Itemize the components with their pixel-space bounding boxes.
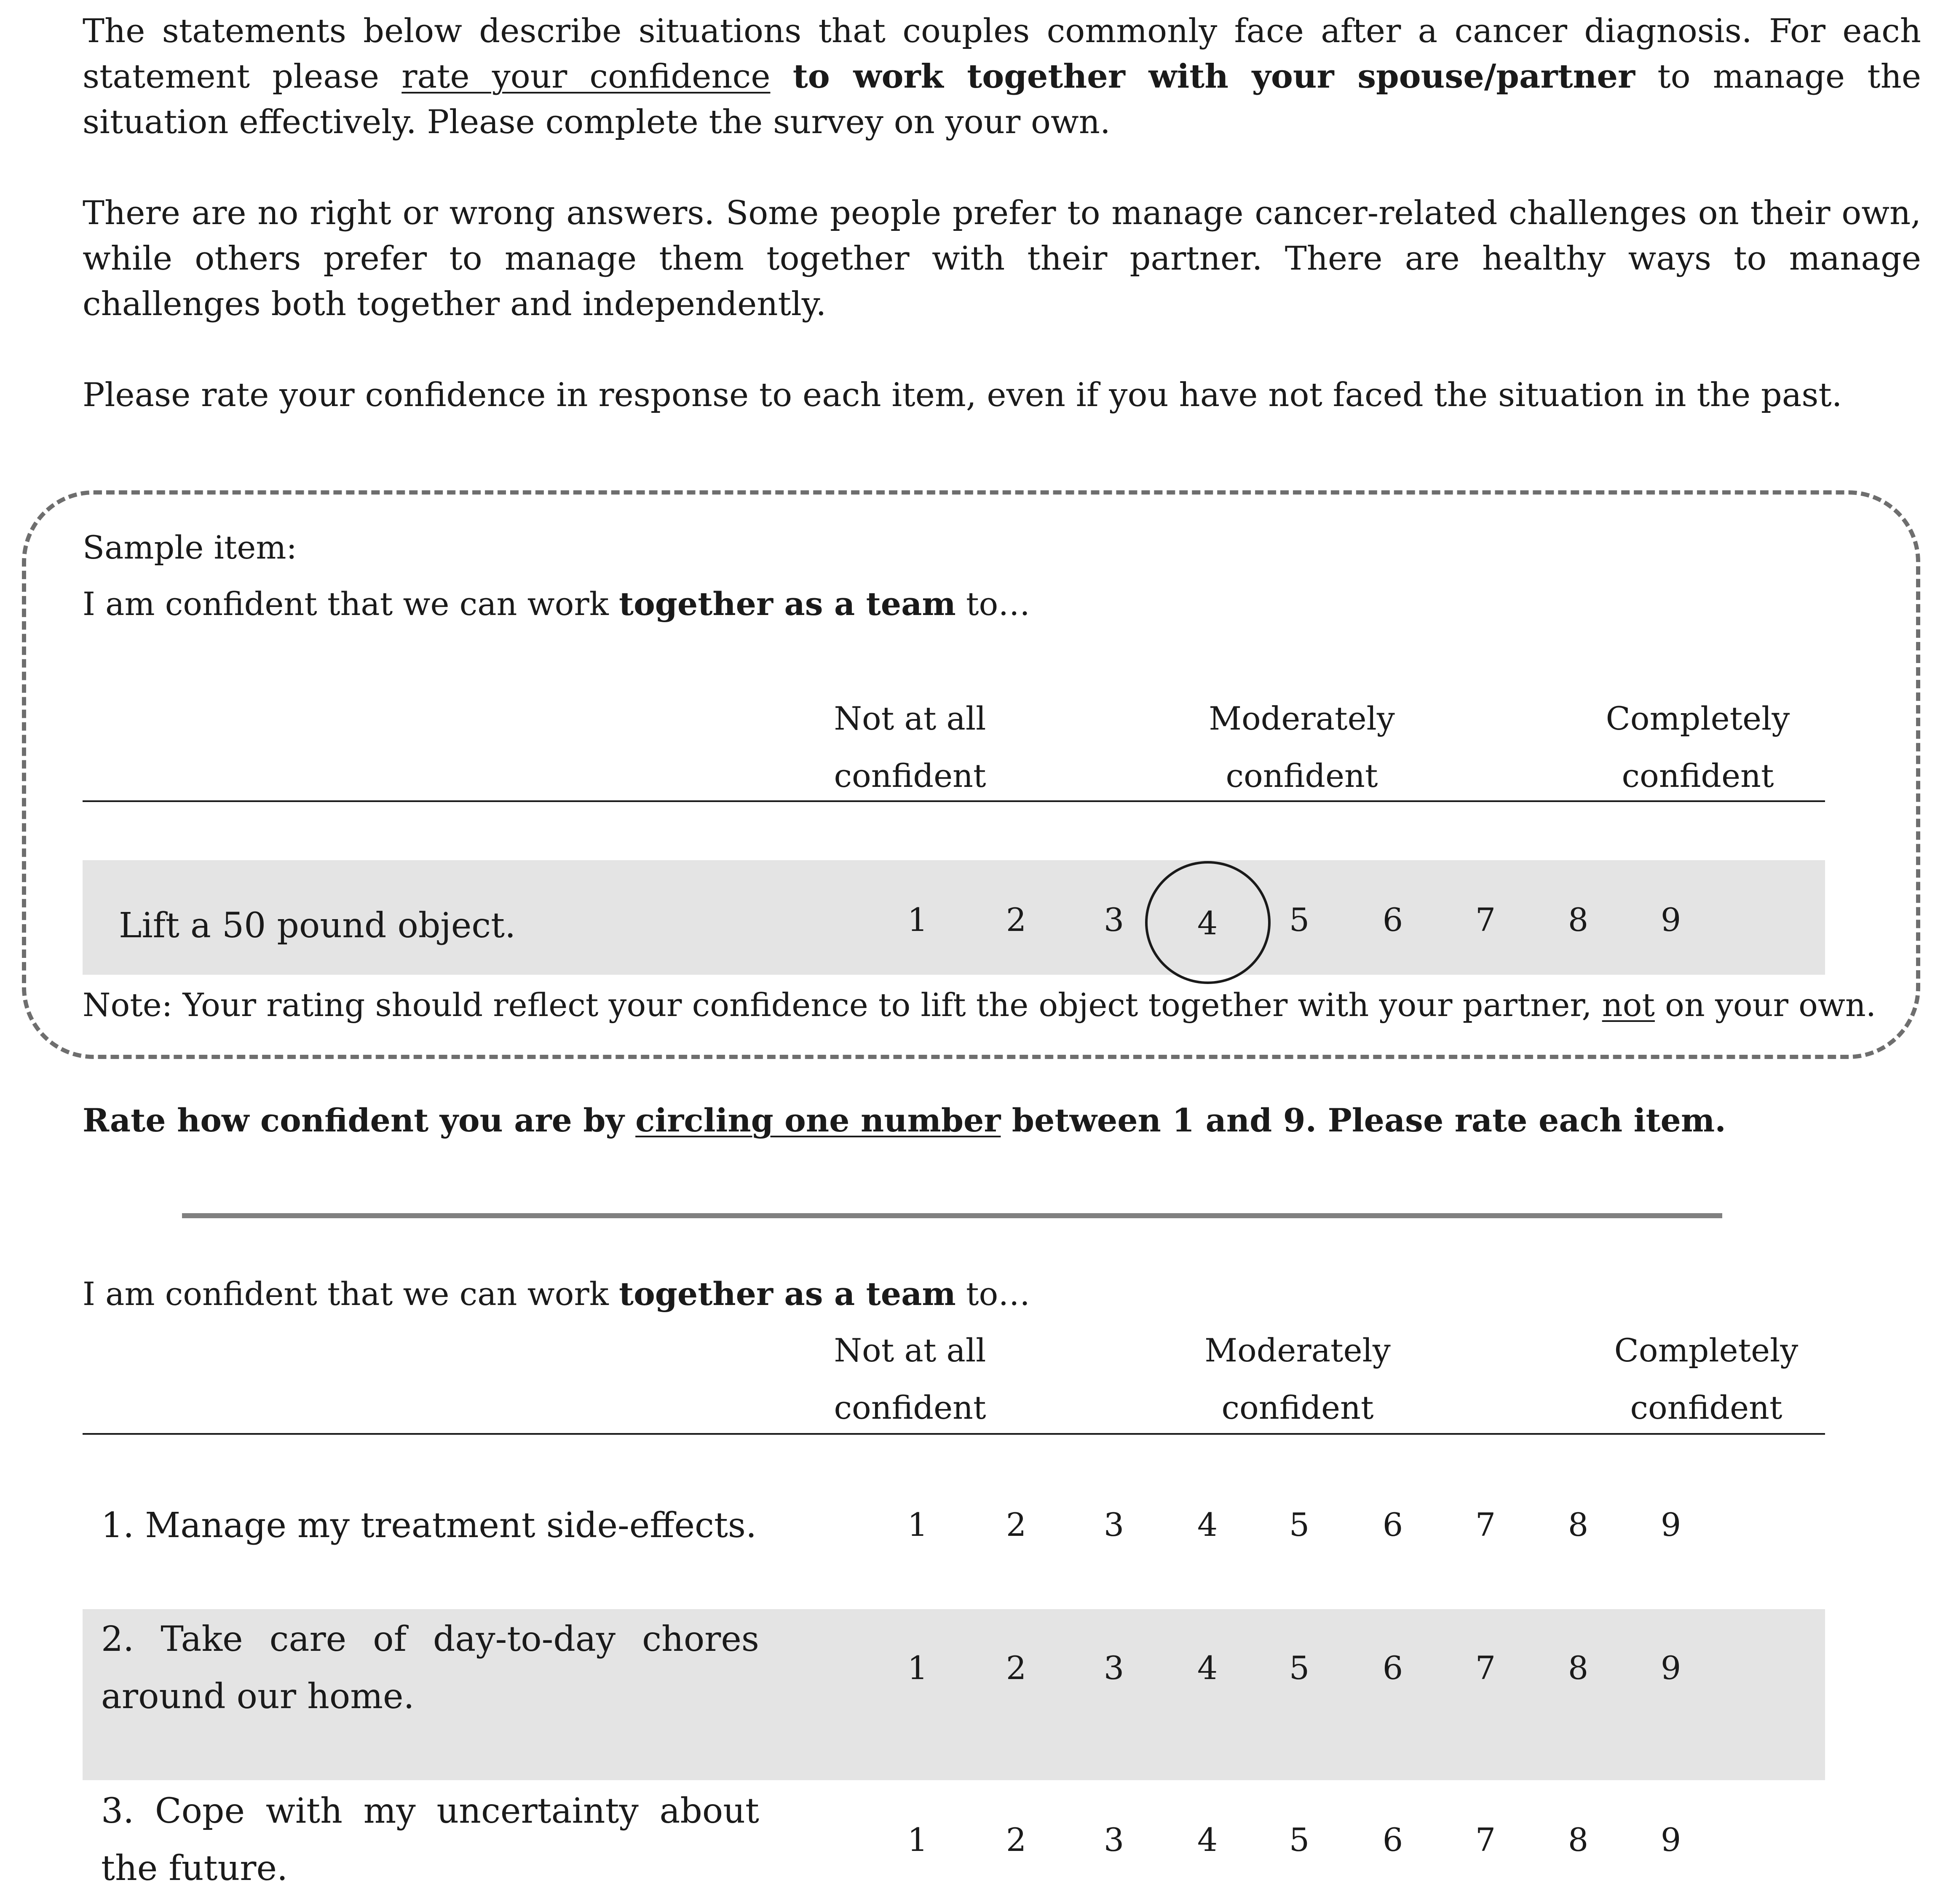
intro-bold-text: to work together with your spouse/partner xyxy=(792,57,1635,96)
survey-anchor-high xyxy=(1588,1322,1824,1436)
sample-stem xyxy=(83,583,1030,625)
anchor-line: confident xyxy=(1630,1389,1782,1426)
rating-option[interactable]: 6 xyxy=(1382,1821,1403,1859)
rating-option[interactable]: 1 xyxy=(907,1821,928,1859)
sample-stem-text: I am confident that we can work xyxy=(83,585,619,623)
survey-item-1-label: 1. Manage my treatment side-effects. xyxy=(101,1506,757,1546)
sample-scale-option[interactable]: 9 xyxy=(1660,901,1681,939)
rating-option[interactable]: 4 xyxy=(1197,1506,1218,1543)
rating-option[interactable]: 7 xyxy=(1475,1821,1496,1859)
survey-anchor-low xyxy=(805,1322,1015,1436)
sample-scale-option[interactable]: 5 xyxy=(1289,901,1310,939)
instruction-underlined-text: circling one number xyxy=(635,1102,1001,1139)
survey-stem-text: I am confident that we can work xyxy=(83,1275,619,1313)
instruction-text: Rate how confident you are by xyxy=(83,1102,636,1139)
rating-option[interactable]: 3 xyxy=(1103,1821,1124,1859)
survey-stem-bold: together as a team xyxy=(618,1275,956,1313)
rating-option[interactable]: 7 xyxy=(1475,1506,1496,1543)
sample-item-label: Lift a 50 pound object. xyxy=(119,906,516,946)
anchor-line: Not at all xyxy=(834,700,986,737)
rating-option[interactable]: 8 xyxy=(1568,1821,1589,1859)
survey-anchor-mid xyxy=(1180,1322,1416,1436)
rating-option[interactable]: 9 xyxy=(1660,1649,1681,1687)
rating-option[interactable]: 2 xyxy=(1006,1821,1027,1859)
sample-anchor-high xyxy=(1580,690,1816,805)
rating-option[interactable]: 5 xyxy=(1289,1821,1310,1859)
rating-option[interactable]: 3 xyxy=(1103,1649,1124,1687)
anchor-line: Not at all xyxy=(834,1332,986,1369)
survey-item-3-label: 3. Cope with my uncertainty about the future. xyxy=(101,1791,759,1888)
sample-scale-option[interactable]: 8 xyxy=(1568,901,1589,939)
survey-header-rule xyxy=(83,1433,1825,1435)
sample-scale-option-selected[interactable]: 4 xyxy=(1197,904,1218,942)
intro-text: The statements below describe situations that couples commonly face after a cancer diagnosis. For each statement please xyxy=(83,12,1921,96)
intro-space xyxy=(771,58,793,96)
rating-option[interactable]: 3 xyxy=(1103,1506,1124,1543)
rating-instruction xyxy=(83,1099,1726,1142)
rating-option[interactable]: 9 xyxy=(1660,1506,1681,1543)
sample-scale-option[interactable]: 6 xyxy=(1382,901,1403,939)
rating-option[interactable]: 4 xyxy=(1197,1821,1218,1859)
section-divider xyxy=(182,1213,1722,1218)
anchor-line: Moderately xyxy=(1204,1332,1391,1369)
sample-heading: Sample item: xyxy=(83,529,297,566)
rating-option[interactable]: 2 xyxy=(1006,1506,1027,1543)
sample-anchor-mid xyxy=(1184,690,1420,805)
anchor-line: confident xyxy=(1622,757,1774,794)
anchor-line: Completely xyxy=(1606,700,1790,737)
survey-stem xyxy=(83,1273,1030,1315)
sample-header-rule xyxy=(83,800,1825,802)
rating-option[interactable]: 8 xyxy=(1568,1506,1589,1543)
sample-note xyxy=(83,984,1876,1026)
sample-scale-option[interactable]: 1 xyxy=(907,901,928,939)
rating-option[interactable]: 1 xyxy=(907,1506,928,1543)
anchor-line: Completely xyxy=(1614,1332,1798,1369)
sample-scale-option[interactable]: 3 xyxy=(1103,901,1124,939)
sample-scale-option[interactable]: 7 xyxy=(1475,901,1496,939)
survey-item-2-label: 2. Take care of day-to-day chores around our home. xyxy=(101,1619,759,1717)
intro-paragraph-2: There are no right or wrong answers. Some people prefer to manage cancer-related challenges on their own, while others prefer to manage them together with their partner. There are healthy ways to manage challenges both together and independently. xyxy=(83,194,1921,323)
rating-option[interactable]: 1 xyxy=(907,1649,928,1687)
note-text-end: on your own. xyxy=(1654,986,1876,1024)
rating-option[interactable]: 9 xyxy=(1660,1821,1681,1859)
note-underlined-text: not xyxy=(1602,986,1655,1024)
sample-stem-bold: together as a team xyxy=(618,585,956,623)
anchor-line: confident xyxy=(834,1389,986,1426)
rating-option[interactable]: 6 xyxy=(1382,1649,1403,1687)
intro-paragraph-1 xyxy=(83,8,1921,145)
anchor-line: Moderately xyxy=(1209,700,1395,737)
intro-paragraph-3: Please rate your confidence in response to each item, even if you have not faced the situation in the past. xyxy=(83,376,1842,414)
rating-option[interactable]: 5 xyxy=(1289,1506,1310,1543)
intro-underlined-text: rate your confidence xyxy=(401,58,771,96)
sample-anchor-low xyxy=(805,690,1015,805)
rating-option[interactable]: 5 xyxy=(1289,1649,1310,1687)
sample-scale-option[interactable]: 2 xyxy=(1006,901,1027,939)
note-text: Note: Your rating should reflect your confidence to lift the object together with your partner, xyxy=(83,986,1602,1024)
sample-stem-end: to… xyxy=(955,585,1030,623)
survey-stem-end: to… xyxy=(955,1275,1030,1313)
anchor-line: confident xyxy=(1221,1389,1374,1426)
rating-option[interactable]: 4 xyxy=(1197,1649,1218,1687)
intro-text-end: to manage the situation effectively. Please complete the survey on your own. xyxy=(83,58,1921,141)
rating-option[interactable]: 2 xyxy=(1006,1649,1027,1687)
anchor-line: confident xyxy=(1226,757,1378,794)
rating-option[interactable]: 8 xyxy=(1568,1649,1589,1687)
anchor-line: confident xyxy=(834,757,986,794)
instruction-text-end: between 1 and 9. Please rate each item. xyxy=(1001,1102,1726,1139)
rating-option[interactable]: 7 xyxy=(1475,1649,1496,1687)
rating-option[interactable]: 6 xyxy=(1382,1506,1403,1543)
